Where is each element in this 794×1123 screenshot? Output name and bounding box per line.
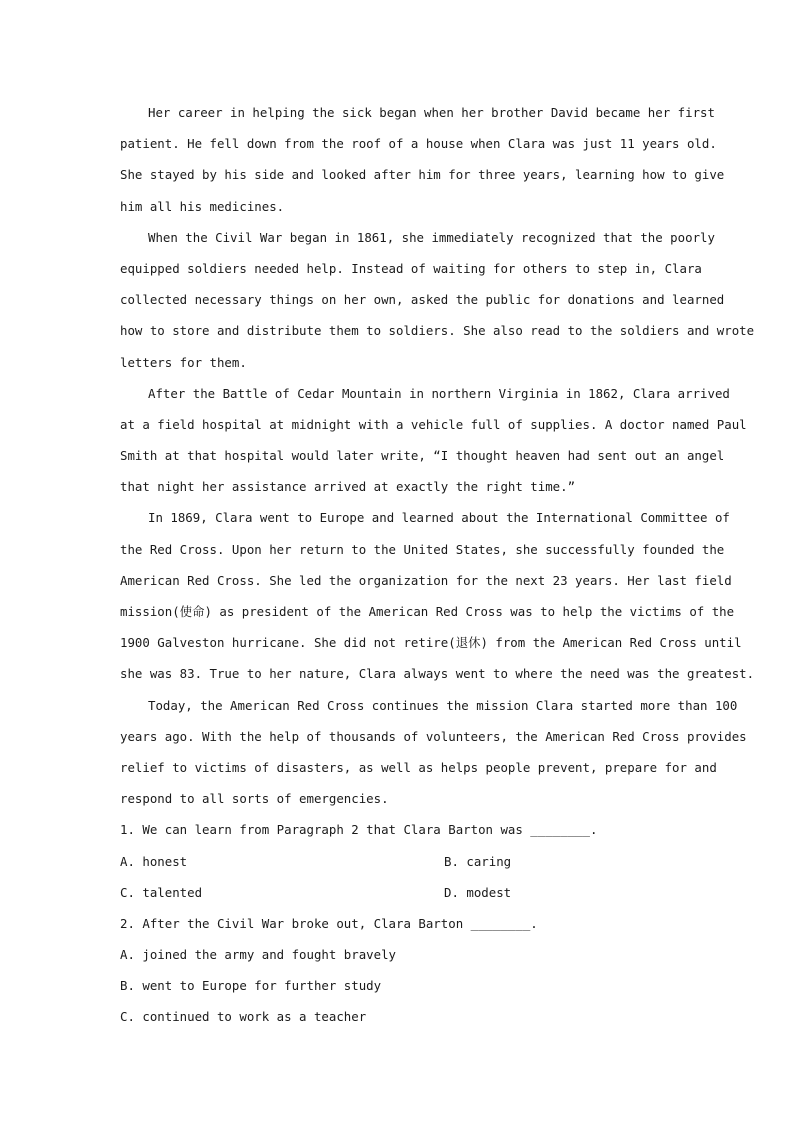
paragraph-line: American Red Cross. She led the organization for the next 23 years. Her last field [120, 572, 732, 588]
option-a: A. joined the army and fought bravely [120, 947, 397, 963]
paragraph-line: at a field hospital at midnight with a vehicle full of supplies. A doctor named Paul [120, 416, 747, 432]
paragraph-4 [120, 502, 755, 689]
paragraph-line: Her career in helping the sick began when her brother David became her first [148, 105, 715, 120]
paragraph-line: letters for them. [120, 354, 247, 370]
paragraph-1 [120, 97, 725, 222]
option-b: B. went to Europe for further study [120, 978, 382, 994]
paragraph-line: relief to victims of disasters, as well as helps people prevent, prepare for and [120, 759, 717, 775]
paragraph-line: that night her assistance arrived at exactly the right time.” [120, 479, 576, 495]
paragraph-line: how to store and distribute them to soldiers. She also read to the soldiers and wrote [120, 323, 755, 339]
paragraph-5 [120, 690, 747, 815]
question-2 [120, 908, 674, 1033]
paragraph-line: equipped soldiers needed help. Instead of waiting for others to step in, Clara [120, 260, 702, 276]
options-row [120, 846, 674, 877]
paragraph-3 [120, 378, 747, 503]
paragraph-line: Smith at that hospital would later write, “I thought heaven had sent out an angel [120, 448, 725, 464]
paragraph-line: She stayed by his side and looked after him for three years, learning how to give [120, 167, 725, 183]
question-stem: 1. We can learn from Paragraph 2 that Clara Barton was ________. [120, 822, 598, 838]
question-stem: 2. After the Civil War broke out, Clara Barton ________. [120, 915, 538, 931]
paragraph-line: she was 83. True to her nature, Clara always went to where the need was the greatest. [120, 666, 755, 682]
paragraph-line: In 1869, Clara went to Europe and learned about the International Committee of [148, 510, 730, 526]
paragraph-2 [120, 222, 755, 378]
paragraph-line: When the Civil War began in 1861, she immediately recognized that the poorly [148, 229, 715, 245]
options-row [120, 877, 674, 908]
option-c: C. talented [120, 884, 203, 900]
paragraph-line: After the Battle of Cedar Mountain in northern Virginia in 1862, Clara arrived [148, 385, 730, 401]
question-1 [120, 814, 674, 908]
paragraph-line: Today, the American Red Cross continues the mission Clara started more than 100 [148, 697, 738, 713]
paragraph-line: the Red Cross. Upon her return to the United States, she successfully founded the [120, 541, 725, 557]
paragraph-line: him all his medicines. [120, 198, 285, 214]
paragraph-line: years ago. With the help of thousands of volunteers, the American Red Cross provides [120, 728, 747, 744]
option-b: B. caring [444, 853, 512, 869]
option-c: C. continued to work as a teacher [120, 1009, 367, 1025]
option-d: D. modest [444, 884, 512, 900]
paragraph-line: collected necessary things on her own, asked the public for donations and learned [120, 292, 725, 308]
paragraph-line: 1900 Galveston hurricane. She did not retire(退休) from the American Red Cross until [120, 635, 742, 651]
paragraph-line: mission(使命) as president of the American Red Cross was to help the victims of the [120, 604, 735, 619]
paragraph-line: respond to all sorts of emergencies. [120, 791, 389, 807]
option-a: A. honest [120, 853, 188, 869]
paragraph-line: patient. He fell down from the roof of a house when Clara was just 11 years old. [120, 136, 717, 152]
document-page [120, 97, 755, 1033]
